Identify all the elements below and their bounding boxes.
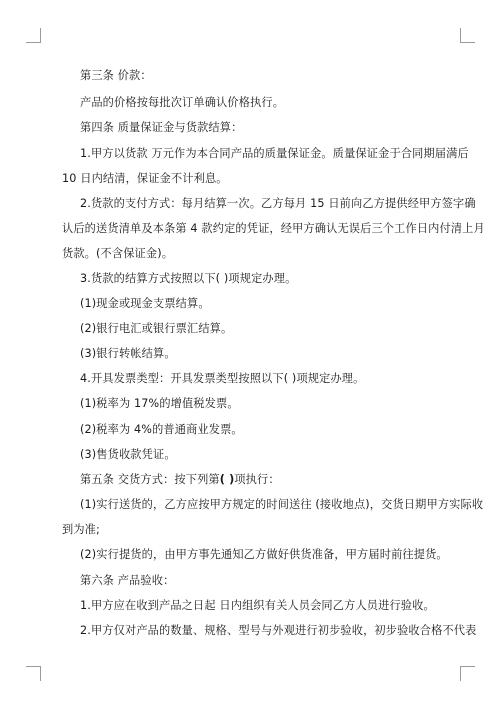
delivery-option-2: (2)实行提货的，由甲方事先通知乙方做好供货准备，甲方届时前往提货。	[80, 548, 448, 561]
article-4-heading: 第四条 质量保证金与货款结算：	[80, 121, 243, 134]
invoice-option-3: (3)售货收款凭证。	[80, 448, 176, 461]
article-4-clause-1-line-2: 10 日内结清，保证金不计利息。	[62, 172, 228, 185]
article-6-heading: 第六条 产品验收：	[80, 574, 175, 587]
article-4-clause-1-line-1: 1.甲方以货款 万元作为本合同产品的质量保证金。质量保证金于合同期届满后	[80, 147, 469, 160]
settlement-option-3: (3)银行转帐结算。	[80, 347, 176, 360]
invoice-option-2: (2)税率为 4%的普通商业发票。	[80, 423, 243, 436]
delivery-option-1-line-1: (1)实行送货的，乙方应按甲方规定的时间送往 (接收地点)，交货日期甲方实际收	[80, 498, 484, 511]
article-5-heading-part-2: 项执行：	[234, 473, 280, 486]
article-5-heading-blank: ( )	[219, 473, 235, 486]
crop-mark-top-right	[460, 28, 475, 43]
article-4-clause-4: 4.开具发票类型：开具发票类型按照以下( )项规定办理。	[80, 372, 365, 385]
article-4-clause-2-line-3: 货款。(不含保证金)。	[62, 247, 174, 260]
article-5-heading-part-1: 第五条 交货方式：按下列第	[80, 473, 220, 486]
article-3-heading: 第三条 价款：	[80, 69, 152, 82]
article-3-text: 产品的价格按每批次订单确认价格执行。	[80, 96, 285, 109]
article-4-clause-3: 3.货款的结算方式按照以下( )项规定办理。	[80, 272, 297, 285]
article-4-clause-2-line-1: 2.货款的支付方式：每月结算一次。乙方每月 15 日前向乙方提供经甲方签字确	[80, 197, 476, 210]
article-6-clause-2: 2.甲方仅对产品的数量、规格、型号与外观进行初步验收，初步验收合格不代表	[80, 624, 477, 637]
invoice-option-1: (1)税率为 17%的增值税发票。	[80, 397, 239, 410]
settlement-option-1: (1)现金或现金支票结算。	[80, 297, 210, 310]
settlement-option-2: (2)银行电汇或银行票汇结算。	[80, 322, 233, 335]
crop-mark-top-left	[26, 28, 41, 43]
crop-mark-bottom-left	[26, 666, 41, 681]
article-5-heading	[80, 473, 280, 487]
crop-mark-bottom-right	[460, 666, 475, 681]
article-4-clause-2-line-2: 认后的送货清单及本条第 4 款约定的凭证，经甲方确认无误后三个工作日内付清上月	[62, 222, 485, 235]
delivery-option-1-line-2: 到为准;	[62, 523, 100, 536]
article-6-clause-1: 1.甲方应在收到产品之日起 日内组织有关人员会同乙方人员进行验收。	[80, 599, 435, 612]
